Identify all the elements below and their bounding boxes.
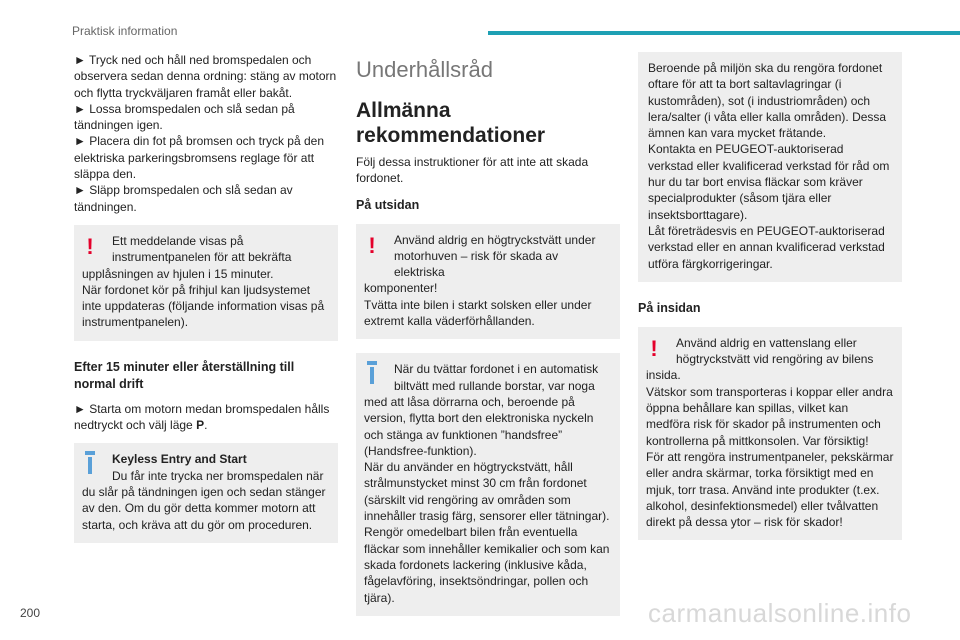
warning-inside-para3: För att rengöra instrumentpaneler, pekskärmar eller andra skärmar, torka försiktigt med en mjuk, torr trasa. Använd inte produkter (t.ex. alkohol, desinfektionsmedel) eller tvålvatten direkt på dessa ytor – risk för skador! xyxy=(646,449,894,530)
inside-heading: På insidan xyxy=(638,300,701,315)
warning-note-first-line: Ett meddelande visas på instrumentpanelen för att bekräfta xyxy=(112,233,292,265)
main-heading: Allmänna rekommendationer xyxy=(356,99,546,147)
warning-note-wheel-unlock xyxy=(74,225,338,341)
box-para3: Låt företrädesvis en PEUGEOT-auktoriserad verkstad eller en annan kvalificerad verkstad utföra färgkorrigeringar. xyxy=(648,223,885,271)
info-note-wash xyxy=(356,353,620,615)
section-title: Underhållsråd xyxy=(356,57,493,82)
step-restart-end: . xyxy=(204,418,208,433)
info-note-keyless xyxy=(74,443,338,542)
info-note-title: Keyless Entry and Start xyxy=(112,452,247,467)
cleaning-frequency-box xyxy=(638,52,902,282)
step-4: ► Släpp bromspedalen och slå sedan av tändningen. xyxy=(74,183,293,214)
info-wash-para3: Rengör omedelbart bilen från eventuella fläckar som innehåller kemikalier och som kan skada fordonets lackering (inklusive kåda, fågelavföring, insektsöndringar, pollen och tjära). xyxy=(364,525,610,605)
info-icon xyxy=(85,457,95,474)
page-number: 200 xyxy=(20,606,41,620)
warning-outside-first-line: Använd aldrig en högtryckstvätt under motorhuven – risk för skada av elektriska xyxy=(394,232,596,280)
warning-outside-rest: komponenter! xyxy=(364,281,438,296)
subheading-after-15-min: Efter 15 minuter eller återställning till normal drift xyxy=(74,359,295,391)
exclamation-warning-icon: ! xyxy=(368,232,376,258)
info-wash-first-line: När du tvättar fordonet i en automatisk biltvätt med rullande borstar, var noga xyxy=(394,362,599,393)
warning-inside-first-line: Använd aldrig en vattenslang eller högtryckstvätt vid rengöring av bilens xyxy=(676,335,874,367)
header-section-label: Praktisk information xyxy=(72,24,178,38)
exclamation-warning-icon: ! xyxy=(650,335,658,361)
step-restart xyxy=(74,401,338,434)
step-3: ► Placera din fot på bromsen och tryck på den elektriska parkeringsbromsens reglage för att släppa den. xyxy=(74,134,325,182)
warning-note-para2: När fordonet kör på frihjul kan ljudsystemet inte uppdateras (följande information visas på instrumentpanelen). xyxy=(82,282,325,330)
warning-note-rest: upplåsningen av hjulen i 15 minuter. xyxy=(82,266,274,281)
column-middle xyxy=(356,52,620,616)
column-right xyxy=(638,52,902,540)
info-icon xyxy=(367,367,377,384)
info-wash-rest: med att låsa dörrarna och, beroende på version, flytta bort den elektroniska nyckeln och stänga av funktionen ”handsfree” (Handsfree-funktion). xyxy=(364,394,594,458)
info-wash-para2: När du använder en högtryckstvätt, håll strålmunstycket minst 30 cm från fordonet (särskilt vid rengöring av områden som innehåller trasig färg, sensorer eller tätningar). xyxy=(364,460,610,524)
info-note-rest: du slår på tändningen igen och sedan stänger av den. Om du gör detta kommer motorn att starta, och kräva att du gör om proceduren. xyxy=(82,484,326,532)
warning-inside-para2: Vätskor som transporteras i koppar eller andra öppna behållare kan spillas, vilket kan medföra risk för skador på instrumenten och kontrollerna på mittkonsolen. Var försiktig! xyxy=(646,384,893,448)
step-2: ► Lossa bromspedalen och slå sedan på tändningen igen. xyxy=(74,101,295,133)
info-note-first-line: Du får inte trycka ner bromspedalen när xyxy=(112,468,324,483)
exclamation-warning-icon: ! xyxy=(86,233,94,259)
warning-note-outside xyxy=(356,224,620,340)
column-left xyxy=(74,52,338,543)
warning-inside-rest: insida. xyxy=(646,368,681,383)
header-accent-bar xyxy=(488,31,960,35)
warning-note-inside xyxy=(638,327,902,541)
outside-heading: På utsidan xyxy=(356,197,420,212)
box-para1: Beroende på miljön ska du rengöra fordonet oftare för att ta bort saltavlagringar (i kustområden), sot (i industriområden) och lera/salter (i våta eller kalla områden). Dessa ämnen kan vara mycket frätande. xyxy=(648,61,887,141)
step-restart-text: ► Starta om motorn medan bromspedalen hålls nedtryckt och välj läge xyxy=(74,401,330,433)
intro-text: Följ dessa instruktioner för att inte att skada fordonet. xyxy=(356,155,589,186)
box-para2: Kontakta en PEUGEOT-auktoriserad verkstad eller kvalificerad verkstad för råd om hur du tar bort envisa fläckar som kräver specialprodukter (såsom tjära eller insektsborttagare). xyxy=(648,142,890,222)
watermark: carmanualsonline.info xyxy=(648,598,912,628)
step-1: ► Tryck ned och håll ned bromspedalen och observera sedan denna ordning: stäng av motorn och flytta tryckväljaren framåt eller bakåt. xyxy=(74,53,337,100)
step-restart-mode: P xyxy=(196,418,205,433)
warning-outside-para2: Tvätta inte bilen i starkt solsken eller under extremt kalla väderförhållanden. xyxy=(364,297,592,329)
